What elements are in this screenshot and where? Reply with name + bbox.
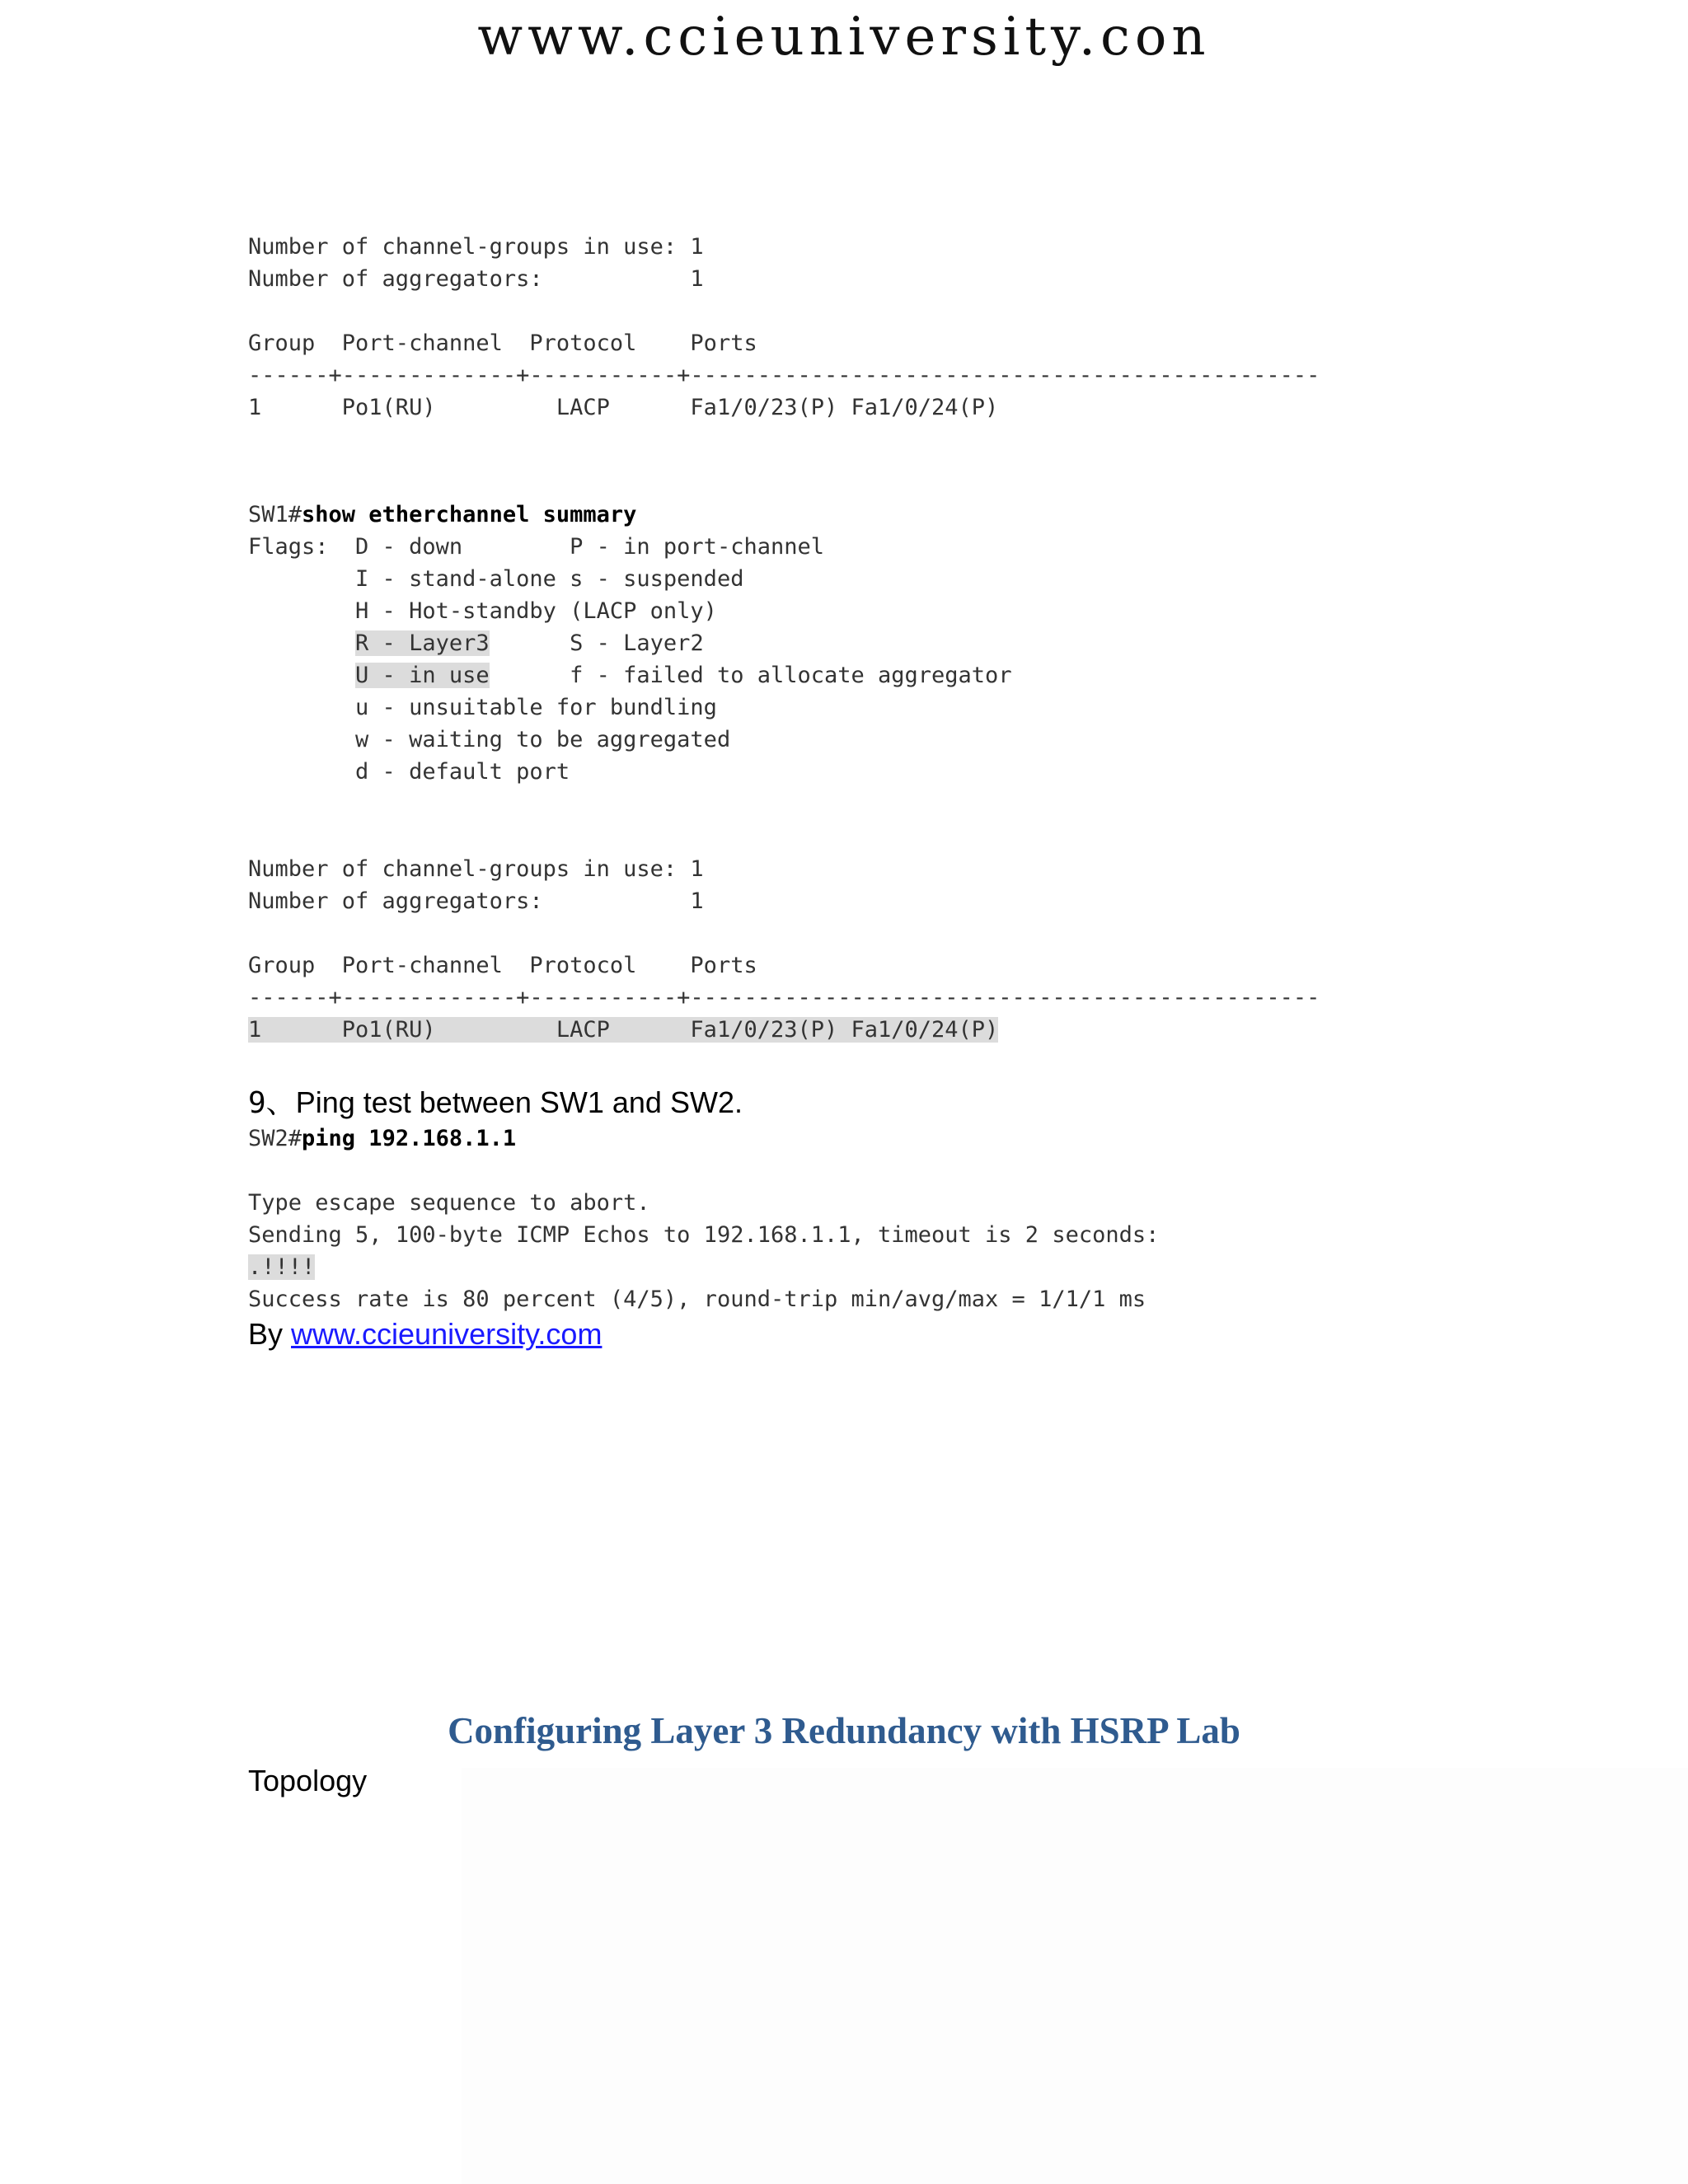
- block2-table-row: 1 Po1(RU) LACP Fa1/0/23(P) Fa1/0/24(P): [248, 1017, 999, 1043]
- topology-diagram-area: [462, 1768, 1688, 2184]
- flags-line-8: d - default port: [248, 759, 570, 785]
- sw2-prompt: SW2#: [248, 1126, 302, 1151]
- flag-r-highlight: R - Layer3: [355, 630, 490, 656]
- flag-r-rest: S - Layer2: [489, 630, 704, 656]
- flags-line-6: u - unsuitable for bundling: [248, 695, 717, 720]
- block1-table-divider: ------+-------------+-----------+-----------------------------------------------: [248, 363, 1320, 388]
- block1-table-row: 1 Po1(RU) LACP Fa1/0/23(P) Fa1/0/24(P): [248, 395, 999, 420]
- section-number: 9、: [248, 1086, 296, 1120]
- ping-line-2: Sending 5, 100-byte ICMP Echos to 192.168.1.1, timeout is 2 seconds:: [248, 1222, 1160, 1248]
- block2-table-header: Group Port-channel Protocol Ports: [248, 953, 757, 978]
- ping-line-1: Type escape sequence to abort.: [248, 1190, 650, 1216]
- flags-line-1: Flags: D - down P - in port-channel: [248, 534, 824, 560]
- section-title: Ping test between SW1 and SW2.: [295, 1085, 743, 1119]
- sw1-prompt: SW1#: [248, 502, 302, 527]
- flags-line-4: [248, 627, 704, 659]
- block2-table-divider: ------+-------------+-----------+-----------------------------------------------: [248, 985, 1320, 1010]
- sw1-command: show etherchannel summary: [302, 502, 637, 527]
- ping-line-3: Success rate is 80 percent (4/5), round-trip min/avg/max = 1/1/1 ms: [248, 1286, 1146, 1312]
- site-header: www.ccieuniversity.con: [477, 7, 1211, 68]
- block2-line-2: Number of aggregators: 1: [248, 888, 704, 914]
- site-link[interactable]: www.ccieuniversity.com: [291, 1317, 603, 1351]
- sw2-command-line: [248, 1122, 516, 1155]
- flags-line-7: w - waiting to be aggregated: [248, 727, 731, 752]
- flag-u-highlight: U - in use: [355, 663, 490, 688]
- block2-line-1: Number of channel-groups in use: 1: [248, 856, 704, 882]
- flags-line-3: H - Hot-standby (LACP only): [248, 598, 717, 624]
- sw1-command-line: [248, 499, 636, 531]
- lab-title: Configuring Layer 3 Redundancy with HSRP Lab: [448, 1710, 1240, 1751]
- byline-prefix: By: [248, 1317, 292, 1351]
- byline: [248, 1317, 602, 1352]
- flags-line-2: I - stand-alone s - suspended: [248, 566, 744, 592]
- flags-line-5: [248, 659, 1012, 691]
- section-heading: [248, 1080, 743, 1122]
- topology-label: Topology: [248, 1764, 368, 1797]
- block1-line-1: Number of channel-groups in use: 1: [248, 234, 704, 260]
- ping-result: .!!!!: [248, 1254, 316, 1280]
- block1-line-2: Number of aggregators: 1: [248, 266, 704, 292]
- block1-table-header: Group Port-channel Protocol Ports: [248, 330, 757, 356]
- flag-u-rest: f - failed to allocate aggregator: [489, 663, 1012, 688]
- sw2-command: ping 192.168.1.1: [302, 1126, 517, 1151]
